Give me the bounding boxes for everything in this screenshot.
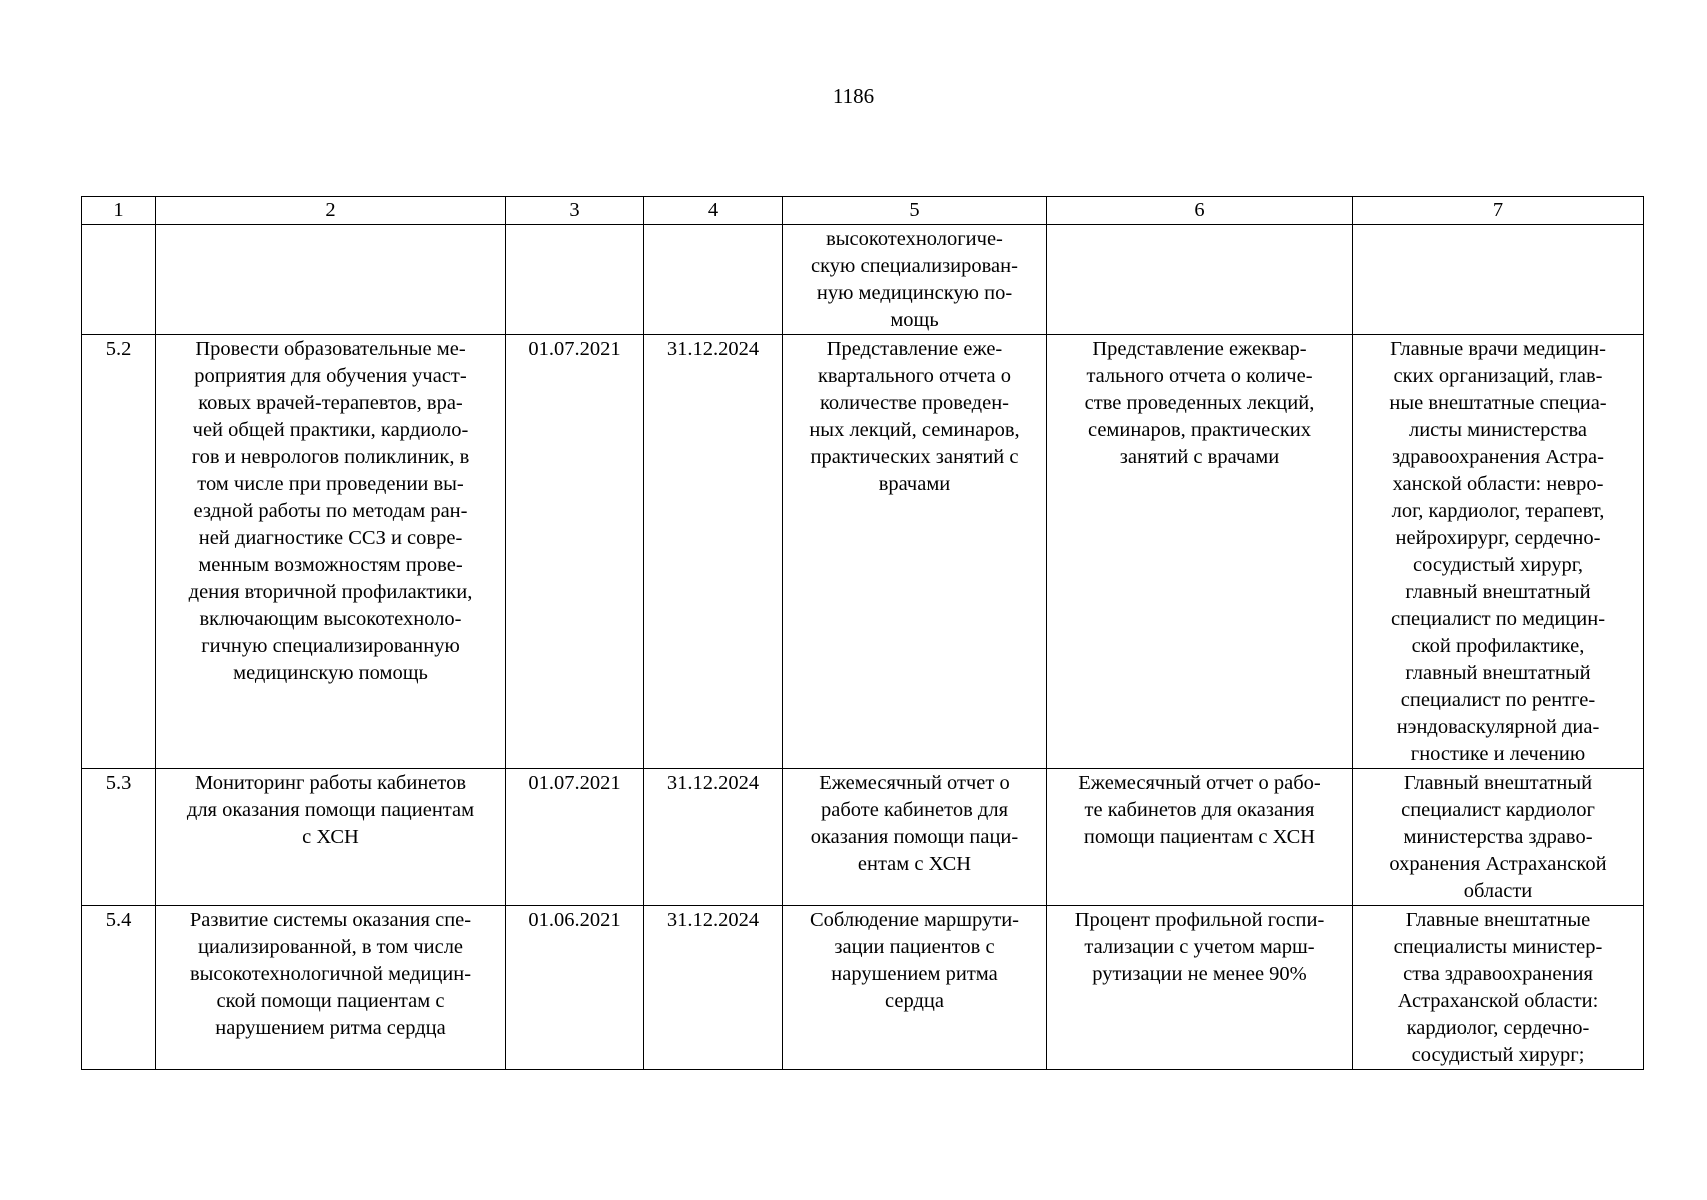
row-number: 5.4 bbox=[82, 906, 156, 1070]
start-date-cell: 01.07.2021 bbox=[506, 769, 644, 906]
header-row bbox=[82, 197, 1644, 225]
start-date-cell: 01.07.2021 bbox=[506, 335, 644, 769]
responsible-cell: Главные внештатные специалисты министер- ства здравоохранения Астраханской области: кардиолог, сердечно- сосудистый хирург; bbox=[1353, 906, 1644, 1070]
row-number: 5.3 bbox=[82, 769, 156, 906]
result-cell: Представление еже- квартального отчета о количестве проведен- ных лекций, семинаров, практических занятий с врачами bbox=[783, 335, 1047, 769]
start-date-cell bbox=[506, 225, 644, 335]
end-date-cell: 31.12.2024 bbox=[644, 769, 783, 906]
responsible-cell: Главный внештатный специалист кардиолог министерства здраво- охранения Астраханской области bbox=[1353, 769, 1644, 906]
table-row bbox=[82, 335, 1644, 769]
indicator-cell: Процент профильной госпи- тализации с учетом марш- рутизации не менее 90% bbox=[1047, 906, 1353, 1070]
column-header-2: 2 bbox=[156, 197, 506, 225]
column-header-6: 6 bbox=[1047, 197, 1353, 225]
column-header-1: 1 bbox=[82, 197, 156, 225]
table-row bbox=[82, 769, 1644, 906]
responsible-cell bbox=[1353, 225, 1644, 335]
column-header-4: 4 bbox=[644, 197, 783, 225]
column-header-3: 3 bbox=[506, 197, 644, 225]
start-date-cell: 01.06.2021 bbox=[506, 906, 644, 1070]
page-number: 1186 bbox=[832, 84, 875, 108]
column-header-7: 7 bbox=[1353, 197, 1644, 225]
activity-cell bbox=[156, 225, 506, 335]
result-cell: Ежемесячный отчет о работе кабинетов для оказания помощи паци- ентам с ХСН bbox=[783, 769, 1047, 906]
result-cell: высокотехнологиче- скую специализирован- ную медицинскую по- мощь bbox=[783, 225, 1047, 335]
plan-table bbox=[81, 196, 1644, 1070]
end-date-cell: 31.12.2024 bbox=[644, 335, 783, 769]
indicator-cell: Ежемесячный отчет о рабо- те кабинетов для оказания помощи пациентам с ХСН bbox=[1047, 769, 1353, 906]
indicator-cell bbox=[1047, 225, 1353, 335]
row-number: 5.2 bbox=[82, 335, 156, 769]
activity-cell: Развитие системы оказания спе- циализированной, в том числе высокотехнологичной медицин- ской помощи пациентам с нарушением ритма сердца bbox=[156, 906, 506, 1070]
table-row bbox=[82, 906, 1644, 1070]
result-cell: Соблюдение маршрути- зации пациентов с нарушением ритма сердца bbox=[783, 906, 1047, 1070]
responsible-cell: Главные врачи медицин- ских организаций, глав- ные внештатные специа- листы министерства здравоохранения Астра- ханской области: невро- лог, кардиолог, терапевт, нейрохирург, сердечно- сосудистый хирург, главный внештатный специалист по медицин- ской профилактике, главный внештатный специалист по рентге- нэндоваскулярной диа- гностике и лечению bbox=[1353, 335, 1644, 769]
column-header-5: 5 bbox=[783, 197, 1047, 225]
activity-cell: Провести образовательные ме- роприятия для обучения участ- ковых врачей-терапевтов, вра- чей общей практики, кардиоло- гов и неврологов поликлиник, в том числе при проведении вы- ездной работы по методам ран- ней диагностике ССЗ и совре- менным возможностям прове- дения вторичной профилактики, включающим высокотехноло- гичную специализированную медицинскую помощь bbox=[156, 335, 506, 769]
activity-cell: Мониторинг работы кабинетов для оказания помощи пациентам с ХСН bbox=[156, 769, 506, 906]
end-date-cell bbox=[644, 225, 783, 335]
indicator-cell: Представление ежеквар- тального отчета о количе- стве проведенных лекций, семинаров, практических занятий с врачами bbox=[1047, 335, 1353, 769]
end-date-cell: 31.12.2024 bbox=[644, 906, 783, 1070]
row-number bbox=[82, 225, 156, 335]
table-row bbox=[82, 225, 1644, 335]
